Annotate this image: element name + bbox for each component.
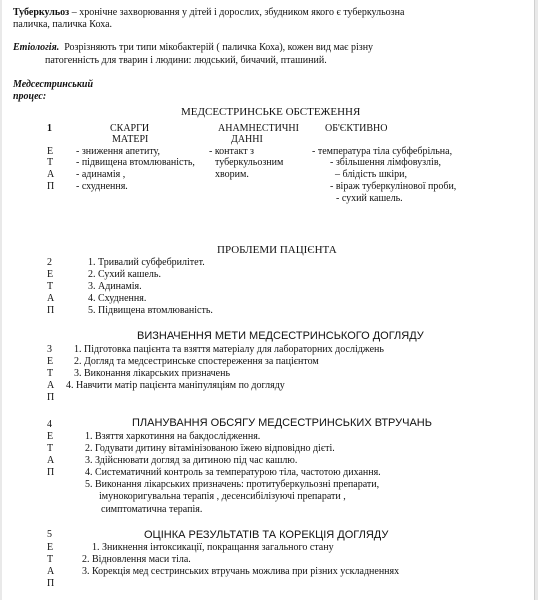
problem-item: 2. Сухий кашель.	[88, 269, 161, 280]
plan-item: 5. Виконання лікарських призначень: протитуберкульозні препарати,	[85, 479, 380, 490]
problem-item: 4. Схуднення.	[88, 293, 147, 304]
evaluation-letter-e: Е	[47, 542, 54, 553]
exam-letter-e: Е	[47, 146, 54, 157]
planning-letter-p: П	[47, 467, 55, 478]
document-page	[2, 0, 535, 600]
section-number-3: 3	[47, 344, 52, 355]
etiology-line	[13, 43, 373, 53]
plan-item: 2. Годувати дитину вітамінізованою їжею відповідно дієті.	[85, 443, 335, 454]
planning-letter-e: Е	[47, 431, 54, 442]
definition-text: – хронічне захворювання у дітей і дорослих, збудником якого є туберкульозна	[69, 7, 405, 18]
problems-letter-a: А	[47, 293, 55, 304]
definition-line-2: паличка, паличка Коха.	[13, 19, 113, 30]
section-number-5: 5	[47, 529, 52, 540]
goal-item: 4. Навчити матір пацієнта маніпуляціям по догляду	[66, 380, 285, 391]
evaluation-letter-t: Т	[47, 554, 54, 565]
anamnesis-item: туберкульозним	[215, 157, 284, 168]
etiology-line-2: патогенність для тварин і людини: людський, бичачий, пташиний.	[45, 55, 327, 66]
section-number-2: 2	[47, 257, 52, 268]
problems-letter-t: Т	[47, 281, 54, 292]
planning-letter-a: А	[47, 455, 55, 466]
planning-title: ПЛАНУВАННЯ ОБСЯГУ МЕДСЕСТРИНСЬКИХ ВТРУЧАНЬ	[132, 417, 432, 429]
goal-item: 2. Догляд та медсестринське спостереження за пацієнтом	[74, 356, 319, 367]
goals-letter-e: Е	[47, 356, 54, 367]
goal-item: 1. Підготовка пацієнта та взяття матеріалу для лабораторних досліджень	[74, 344, 384, 355]
complaint-item: - зниження апетиту,	[76, 146, 161, 157]
objective-item: - віраж туберкулінової проби,	[330, 181, 457, 192]
plan-item: 4. Систематичний контроль за температурою тіла, частотою дихання.	[85, 467, 381, 478]
complaints-header-2: МАТЕРІ	[112, 134, 149, 145]
goal-item: 3. Виконання лікарських призначень	[74, 368, 231, 379]
planning-letter-t: Т	[47, 443, 54, 454]
goals-title: ВИЗНАЧЕННЯ МЕТИ МЕДСЕСТРИНСЬКОГО ДОГЛЯДУ	[137, 330, 424, 342]
etiology-label: Етіологія.	[13, 42, 60, 53]
evaluation-item: 1. Зникнення інтоксикації, покращання загального стану	[92, 542, 334, 553]
process-label-2: процес:	[13, 91, 47, 102]
complaints-header-1: СКАРГИ	[110, 123, 150, 134]
exam-letter-p: П	[47, 181, 55, 192]
anamnesis-item: хворим.	[215, 169, 249, 180]
evaluation-letter-p: П	[47, 578, 55, 589]
evaluation-letter-a: А	[47, 566, 55, 577]
problems-letter-e: Е	[47, 269, 54, 280]
goals-letter-p: П	[47, 392, 55, 403]
anamnesis-item: - контакт з	[209, 146, 255, 157]
evaluation-item: 3. Корекція мед сестринських втручань можлива при різних ускладненнях	[82, 566, 400, 577]
plan-item: 3. Здійснювати догляд за дитиною під час кашлю.	[85, 455, 298, 466]
objective-item: - температура тіла субфебрільна,	[312, 146, 453, 157]
section-number-4: 4	[47, 419, 52, 430]
examination-title: МЕДСЕСТРИНСЬКЕ ОБСТЕЖЕННЯ	[181, 106, 361, 118]
evaluation-item: 2. Відновлення маси тіла.	[82, 554, 191, 565]
exam-letter-t: Т	[47, 157, 54, 168]
section-number-1: 1	[47, 123, 52, 134]
complaint-item: - схуднення.	[76, 181, 128, 192]
objective-item: - збільшення лімфовузлів,	[330, 157, 442, 168]
evaluation-title: ОЦІНКА РЕЗУЛЬТАТІВ ТА КОРЕКЦІЯ ДОГЛЯДУ	[144, 529, 389, 541]
problems-letter-p: П	[47, 305, 55, 316]
process-label-1: Медсестринський	[13, 79, 94, 90]
problem-item: 1. Тривалий субфебрилітет.	[88, 257, 205, 268]
problem-item: 5. Підвищена втомлюваність.	[88, 305, 213, 316]
plan-item-continued: імунокоригувальна терапія , десенсибілізуючі препарати ,	[99, 491, 346, 502]
objective-item: - сухий кашель.	[336, 193, 403, 204]
objective-header: ОБ'ЄКТИВНО	[325, 123, 388, 134]
intro-definition-line	[13, 8, 404, 18]
goals-letter-t: Т	[47, 368, 54, 379]
complaint-item: - адинамія ,	[76, 169, 126, 180]
anamnesis-header-2: ДАННІ	[231, 134, 263, 145]
etiology-text: Розрізняють три типи мікобактерій ( паличка Коха), кожен вид має різну	[64, 42, 374, 53]
plan-item-continued: симптоматична терапія.	[101, 504, 203, 515]
term-tuberculosis: Туберкульоз	[13, 7, 70, 18]
complaint-item: - підвищена втомлюваність,	[76, 157, 195, 168]
problems-title: ПРОБЛЕМИ ПАЦІЄНТА	[217, 244, 337, 256]
exam-letter-a: А	[47, 169, 55, 180]
plan-item: 1. Взяття харкотиння на бакдослідження.	[85, 431, 261, 442]
goals-letter-a: А	[47, 380, 55, 391]
anamnesis-header-1: АНАМНЕСТИЧНІ	[218, 123, 299, 134]
problem-item: 3. Адинамія.	[88, 281, 142, 292]
objective-item: – блідість шкіри,	[335, 169, 408, 180]
